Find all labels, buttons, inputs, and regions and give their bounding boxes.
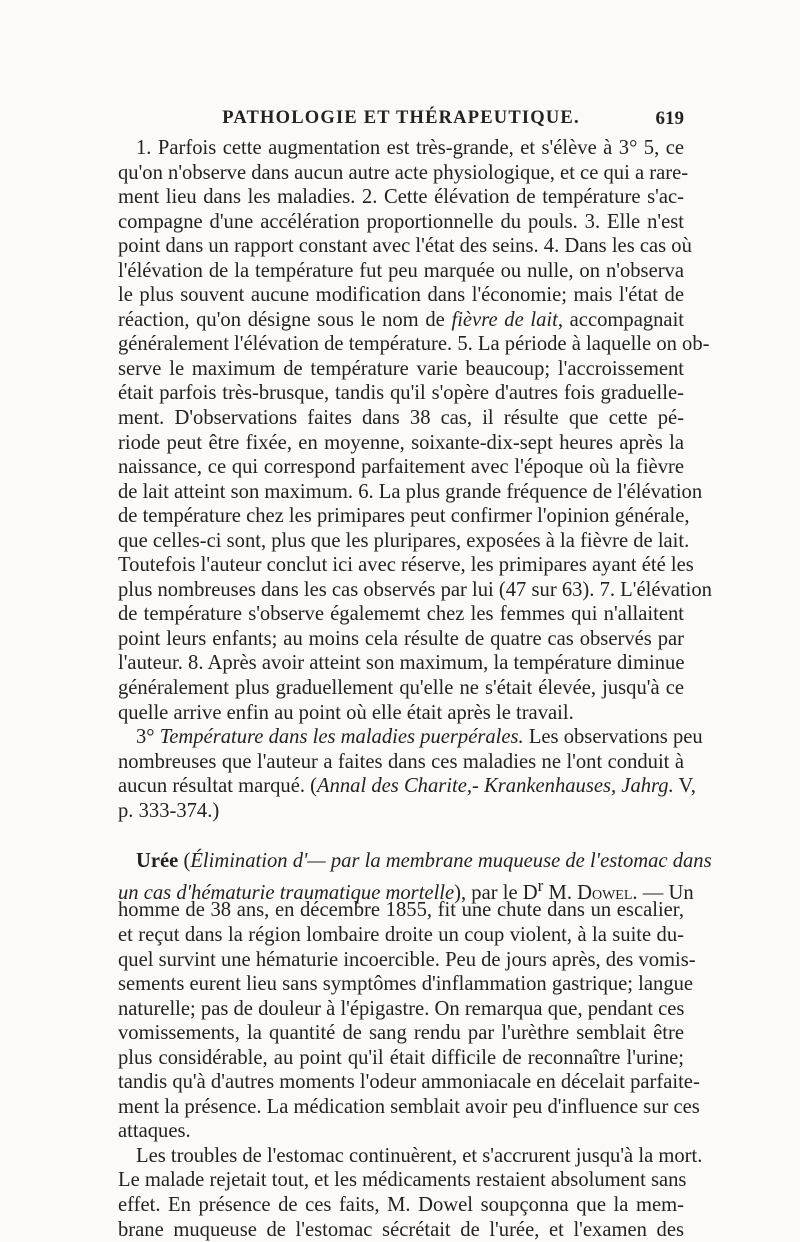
- running-title: PATHOLOGIE ET THÉRAPEUTIQUE.: [222, 108, 580, 128]
- running-header: [118, 108, 684, 134]
- text-line: p. 333-374.): [118, 799, 220, 822]
- text-line: de température chez les primipares peut confirmer l'opinion générale,: [118, 505, 690, 528]
- text-run: (: [178, 850, 191, 873]
- text-line: que celles-ci sont, plus que les pluripares, exposées à la fièvre de lait.: [118, 529, 690, 552]
- text-run: ), par le D: [454, 881, 538, 904]
- text-line: l'élévation de la température fut peu marquée ou nulle, on n'observa: [118, 259, 684, 282]
- text-line: sements eurent lieu sans symptômes d'inflammation gastrique; langue: [118, 973, 694, 996]
- text-run: Les observations peu: [523, 726, 703, 749]
- article-heading: Urée: [136, 850, 179, 873]
- section-heading: Température dans les maladies puerpérales.: [159, 726, 524, 749]
- text-line: qu'on n'observe dans aucun autre acte physiologique, et ce qui a rare-: [118, 161, 689, 184]
- text-line: [118, 308, 684, 333]
- citation: Annal des Charite,- Krankenhauses, Jahrg.: [317, 775, 674, 798]
- text-line: nombreuses que l'auteur a faites dans ces maladies ne l'ont conduit à: [118, 750, 684, 773]
- text-line: [118, 849, 712, 874]
- text-line: ment lieu dans les maladies. 2. Cette élévation de température s'ac-: [118, 186, 684, 209]
- text-line: point dans un rapport constant avec l'état des seins. 4. Dans les cas où: [118, 235, 692, 258]
- text-line: homme de 38 ans, en décembre 1855, fit une chute dans un escalier,: [118, 899, 684, 922]
- text-line: Toutefois l'auteur conclut ici avec réserve, les primipares ayant été les: [118, 554, 694, 577]
- text-run: 3°: [136, 726, 160, 749]
- text-run: réaction, qu'on désigne sous le nom de: [118, 308, 452, 331]
- text-line: attaques.: [118, 1120, 191, 1143]
- text-line: effet. En présence de ces faits, M. Dowel soupçonna que la mem-: [118, 1193, 684, 1216]
- text-line: quel survint une hématurie incoercible. Peu de jours après, des vomis-: [118, 948, 696, 971]
- text-line: [118, 874, 694, 904]
- text-line: quelle arrive enfin au point où elle était après le travail.: [118, 701, 574, 724]
- text-run: — Un: [637, 881, 694, 904]
- text-line: naturelle; pas de douleur à l'épigastre. On remarqua que, pendant ces: [118, 997, 685, 1020]
- text-line: généralement plus graduellement qu'elle ne s'était élevée, jusqu'à ce: [118, 677, 684, 700]
- text-line: vomissements, la quantité de sang rendu par l'urèthre semblait être: [118, 1022, 684, 1045]
- text-line: ment. D'observations faites dans 38 cas, il résulte que cette pé-: [118, 407, 684, 430]
- text-line: 1. Parfois cette augmentation est très-grande, et s'élève à 3° 5, ce: [136, 137, 684, 159]
- author-name: M. Dowel.: [543, 881, 638, 904]
- text-run: , accompagnait: [557, 308, 685, 331]
- text-line: riode peut être fixée, en moyenne, soixante-dix-sept heures après la: [118, 431, 684, 454]
- text-line: était parfois très-brusque, tandis qu'il s'opère d'autres fois graduelle-: [118, 382, 684, 405]
- article-subtitle: un cas d'hématurie traumatique mortelle: [118, 881, 455, 904]
- text-line: de lait atteint son maximum. 6. La plus grande fréquence de l'élévation: [118, 480, 703, 503]
- text-line: serve le maximum de température varie beaucoup; l'accroissement: [118, 357, 684, 380]
- text-line: l'auteur. 8. Après avoir atteint son maximum, la température diminue: [118, 652, 685, 675]
- text-line: naissance, ce qui correspond parfaitement avec l'époque où la fièvre: [118, 456, 684, 479]
- page-number: 619: [655, 108, 684, 129]
- page-body: [118, 136, 712, 1242]
- text-line: tandis qu'à d'autres moments l'odeur ammoniacale en décelait parfaite-: [118, 1071, 700, 1094]
- article-subtitle: Élimination d'— par la membrane muqueuse de l'estomac dans: [190, 850, 712, 873]
- text-line: et reçut dans la région lombaire droite un coup violent, à la suite du-: [118, 923, 684, 946]
- italic-term: fièvre de lait: [451, 308, 558, 331]
- text-line: [118, 725, 703, 750]
- superscript: r: [537, 875, 544, 895]
- text-line: compagne d'une accélération proportionnelle du pouls. 3. Elle n'est: [118, 210, 684, 233]
- text-line: brane muqueuse de l'estomac sécrétait de l'urée, et l'examen des: [118, 1218, 684, 1241]
- text-run: aucun résultat marqué. (: [118, 775, 317, 798]
- text-line: plus considérable, au point qu'il était difficile de reconnaître l'urine;: [118, 1046, 684, 1069]
- text-line: de température s'observe égalememt chez les femmes qui n'allaitent: [118, 603, 684, 626]
- text-line: [118, 774, 696, 799]
- text-line: le plus souvent aucune modification dans l'économie; mais l'état de: [118, 284, 684, 307]
- text-line: Le malade rejetait tout, et les médicaments restaient absolument sans: [118, 1169, 687, 1192]
- text-line: généralement l'élévation de température. 5. La période à laquelle on ob-: [118, 333, 710, 356]
- text-line: point leurs enfants; au moins cela résulte de quatre cas observés par: [118, 627, 684, 650]
- text-run: V,: [673, 775, 696, 798]
- section-gap: [118, 823, 684, 849]
- text-line: plus nombreuses dans les cas observés par lui (47 sur 63). 7. L'élévation: [118, 578, 712, 601]
- text-line: Les troubles de l'estomac continuèrent, et s'accrurent jusqu'à la mort.: [136, 1144, 703, 1167]
- text-line: ment la présence. La médication semblait avoir peu d'influence sur ces: [118, 1095, 700, 1118]
